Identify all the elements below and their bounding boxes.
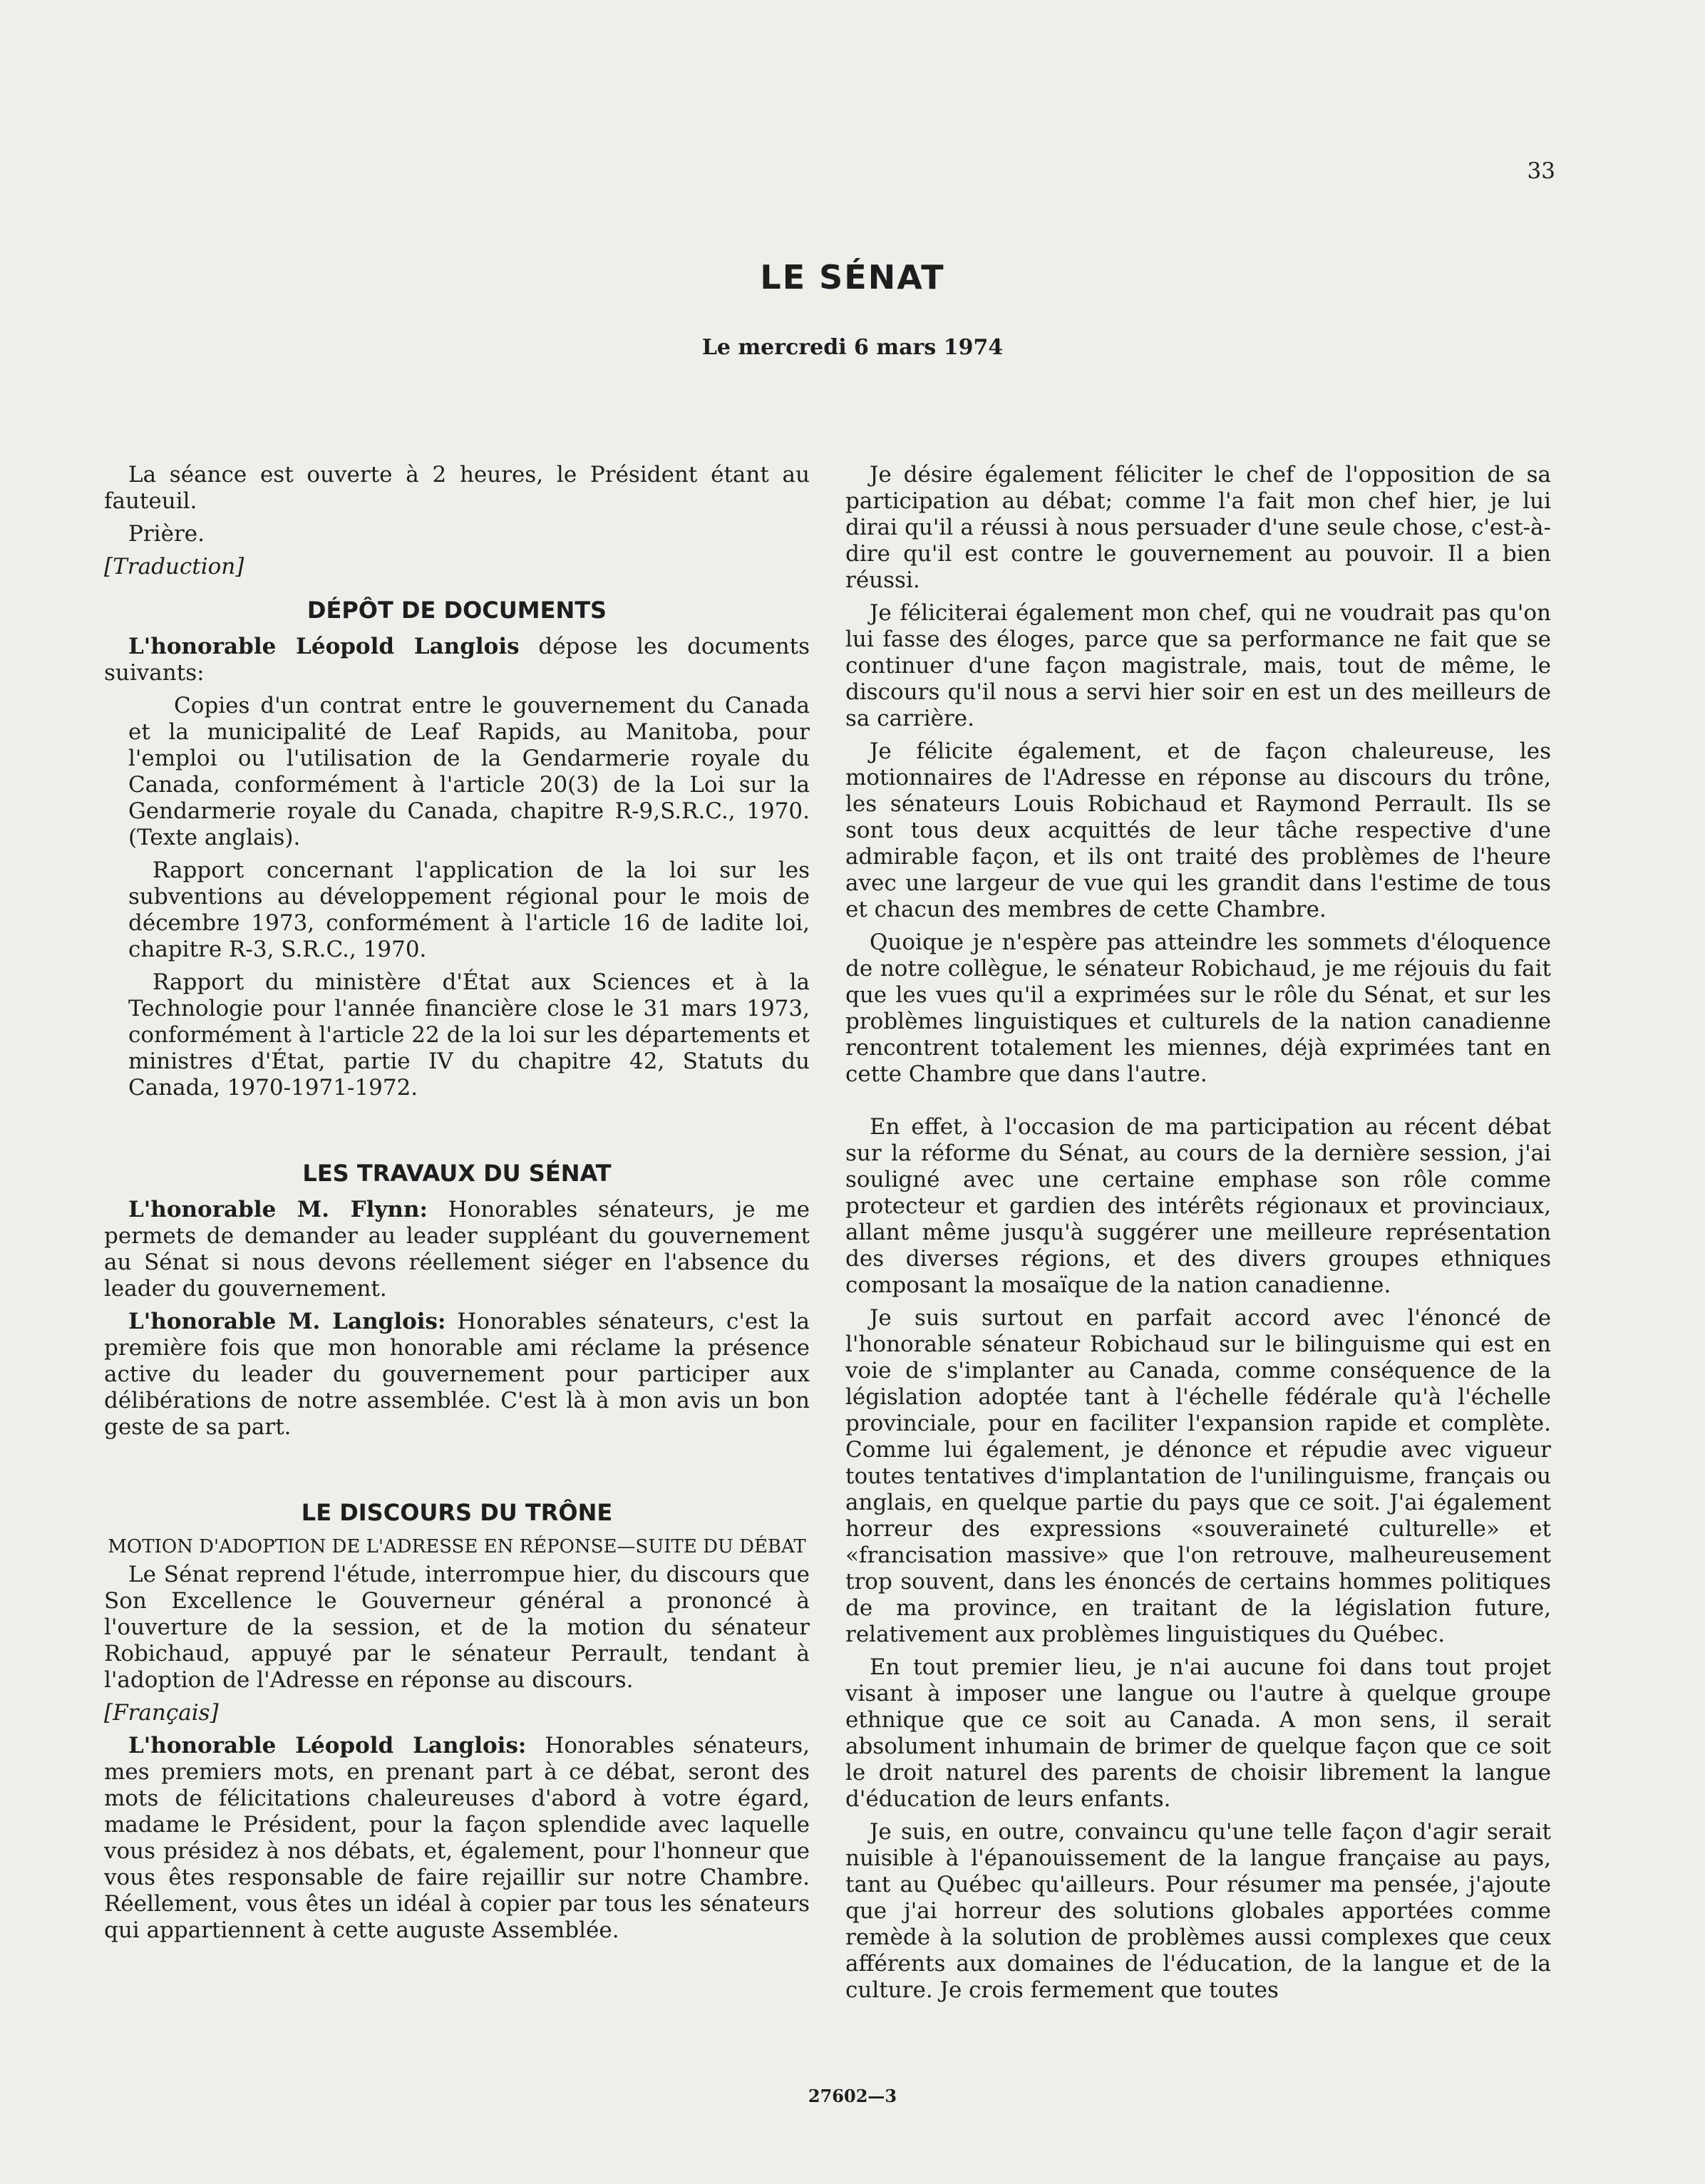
paragraph: [104, 1197, 810, 1302]
paragraph: [104, 1733, 810, 1944]
sitting-date: Le mercredi 6 mars 1974: [701, 335, 1004, 360]
document-item: Copies d'un contrat entre le gouvernement du Canada et la municipalité de Leaf Rapids, au Manitoba, pour l'emploi ou l'utilisation de la Gendarmerie royale du Canada, conformément à l'article 20(3) de la Loi sur la Gendarmerie royale du Canada, chapitre R-9,S.R.C., 1970. (Texte anglais).: [128, 693, 810, 850]
speaker-name: L'honorable Léopold Langlois: [128, 634, 520, 659]
paragraph: En tout premier lieu, je n'ai aucune foi dans tout projet visant à imposer une langue ou l'autre à quelque groupe ethnique que ce soit au Canada. A mon sens, il serait absolument inhumain de brimer de quelque façon que ce soit le droit naturel des parents de choisir librement la langue d'éducation de leurs enfants.: [845, 1654, 1551, 1812]
page-title: LE SÉNAT: [760, 258, 945, 297]
translation-tag: [Traduction]: [104, 554, 244, 580]
section-heading-throne-speech: LE DISCOURS DU TRÔNE: [301, 1499, 613, 1526]
french-tag: [Français]: [104, 1700, 219, 1726]
paragraph: Quoique je n'espère pas atteindre les sommets d'éloquence de notre collègue, le sénateur Robichaud, je me réjouis du fait que les vues qu'il a exprimées sur le rôle du Sénat, et sur les problèmes linguistiques et culturels de la nation canadienne rencontrent totalement les miennes, déjà exprimées tant en cette Chambre que dans l'autre.: [845, 929, 1551, 1087]
paragraph-text: Honorables sénateurs, je me permets de demander au leader suppléant du gouvernement au Sénat si nous devons réellement siéger en l'absence du leader du gouvernement.: [104, 1197, 810, 1302]
prayer: Prière.: [128, 521, 205, 547]
document-item: Rapport concernant l'application de la loi sur les subventions au développement régional pour le mois de décembre 1973, conformément à l'article 16 de ladite loi, chapitre R-3, S.R.C., 1970.: [128, 857, 810, 962]
speaker-name: L'honorable M. Flynn:: [128, 1197, 428, 1222]
section-heading-senate-business: LES TRAVAUX DU SÉNAT: [302, 1160, 612, 1187]
left-column: [104, 462, 810, 1950]
section-subheading: MOTION D'ADOPTION DE L'ADRESSE EN RÉPONSE—SUITE DU DÉBAT: [108, 1536, 806, 1557]
paragraph: Je désire également féliciter le chef de l'opposition de sa participation au débat; comme l'a fait mon chef hier, je lui dirai qu'il a réussi à nous persuader d'une seule chose, c'est-à-dire qu'il est contre le gouvernement au pouvoir. Il a bien réussi.: [845, 462, 1551, 593]
opening-paragraph: La séance est ouverte à 2 heures, le Président étant au fauteuil.: [104, 462, 810, 514]
paragraph-text: Honorables sénateurs, mes premiers mots, en prenant part à ce débat, seront des mots de félicitations chaleureuses d'abord à votre égard, madame le Président, pour la façon splendide avec laquelle vous présidez à nos débats, et, également, pour l'honneur que vous êtes responsable de faire rejaillir sur notre Chambre. Réellement, vous êtes un idéal à copier par tous les sénateurs qui appartiennent à cette auguste Assemblée.: [104, 1733, 810, 1943]
footer-code: 27602—3: [808, 2086, 897, 2106]
page-number: 33: [1527, 158, 1555, 184]
paragraph: Je suis surtout en parfait accord avec l'énoncé de l'honorable sénateur Robichaud sur le bilinguisme qui est en voie de s'implanter au Canada, comme conséquence de la législation adoptée tant à l'échelle fédérale qu'à l'échelle provinciale, pour en faciliter l'expansion rapide et complète. Comme lui également, je dénonce et répudie avec vigueur toutes tentatives d'implantation de l'unilinguisme, français ou anglais, en quelque partie du pays que ce soit. J'ai également horreur des expressions «souveraineté culturelle» et «francisation massive» que l'on retrouve, malheureusement trop souvent, dans les énoncés de certains hommes politiques de ma province, en traitant de la législation future, relativement aux problèmes linguistiques du Québec.: [845, 1305, 1551, 1647]
paragraph: Je félicite également, et de façon chaleureuse, les motionnaires de l'Adresse en réponse au discours du trône, les sénateurs Louis Robichaud et Raymond Perrault. Ils se sont tous deux acquittés de leur tâche respective d'une admirable façon, et ils ont traité des problèmes de l'heure avec une largeur de vue qui les grandit dans l'estime de tous et chacun des membres de cette Chambre.: [845, 738, 1551, 922]
paragraph: [104, 634, 810, 686]
paragraph: [104, 1309, 810, 1441]
paragraph-text: dépose les documents suivants:: [104, 634, 810, 686]
speaker-name: L'honorable M. Langlois:: [128, 1309, 446, 1334]
paragraph: Je suis, en outre, convaincu qu'une telle façon d'agir serait nuisible à l'épanouissement de la langue française au pays, tant au Québec qu'ailleurs. Pour résumer ma pensée, j'ajoute que j'ai horreur des solutions globales apportées comme remède à la solution de problèmes aussi complexes que ceux afférents aux domaines de l'éducation, de la langue et de la culture. Je crois fermement que toutes: [845, 1819, 1551, 2003]
paragraph: Le Sénat reprend l'étude, interrompue hier, du discours que Son Excellence le Gouverneur général a prononcé à l'ouverture de la session, et de la motion du sénateur Robichaud, appuyé par le sénateur Perrault, tendant à l'adoption de l'Adresse en réponse au discours.: [104, 1562, 810, 1693]
document-item: Rapport du ministère d'État aux Sciences et à la Technologie pour l'année financière close le 31 mars 1973, conformément à l'article 22 de la loi sur les départements et ministres d'État, partie IV du chapitre 42, Statuts du Canada, 1970-1971-1972.: [128, 969, 810, 1101]
paragraph-text: Honorables sénateurs, c'est la première fois que mon honorable ami réclame la présence active du leader du gouvernement pour participer aux délibérations de notre assemblée. C'est là à mon avis un bon geste de sa part.: [104, 1309, 810, 1440]
paragraph: Je féliciterai également mon chef, qui ne voudrait pas qu'on lui fasse des éloges, parce que sa performance ne fait que se continuer d'une façon magistrale, mais, tout de même, le discours qu'il nous a servi hier soir en est un des meilleurs de sa carrière.: [845, 600, 1551, 731]
right-column: [845, 462, 1551, 2010]
section-heading-documents: DÉPÔT DE DOCUMENTS: [307, 597, 607, 624]
speaker-name: L'honorable Léopold Langlois:: [128, 1733, 527, 1758]
paragraph: En effet, à l'occasion de ma participation au récent débat sur la réforme du Sénat, au cours de la dernière session, j'ai souligné avec une certaine emphase son rôle comme protecteur et gardien des intérêts régionaux et provinciaux, allant même jusqu'à suggérer une meilleure représentation des diverses régions, et des divers groupes ethniques composant la mosaïque de la nation canadienne.: [845, 1114, 1551, 1298]
